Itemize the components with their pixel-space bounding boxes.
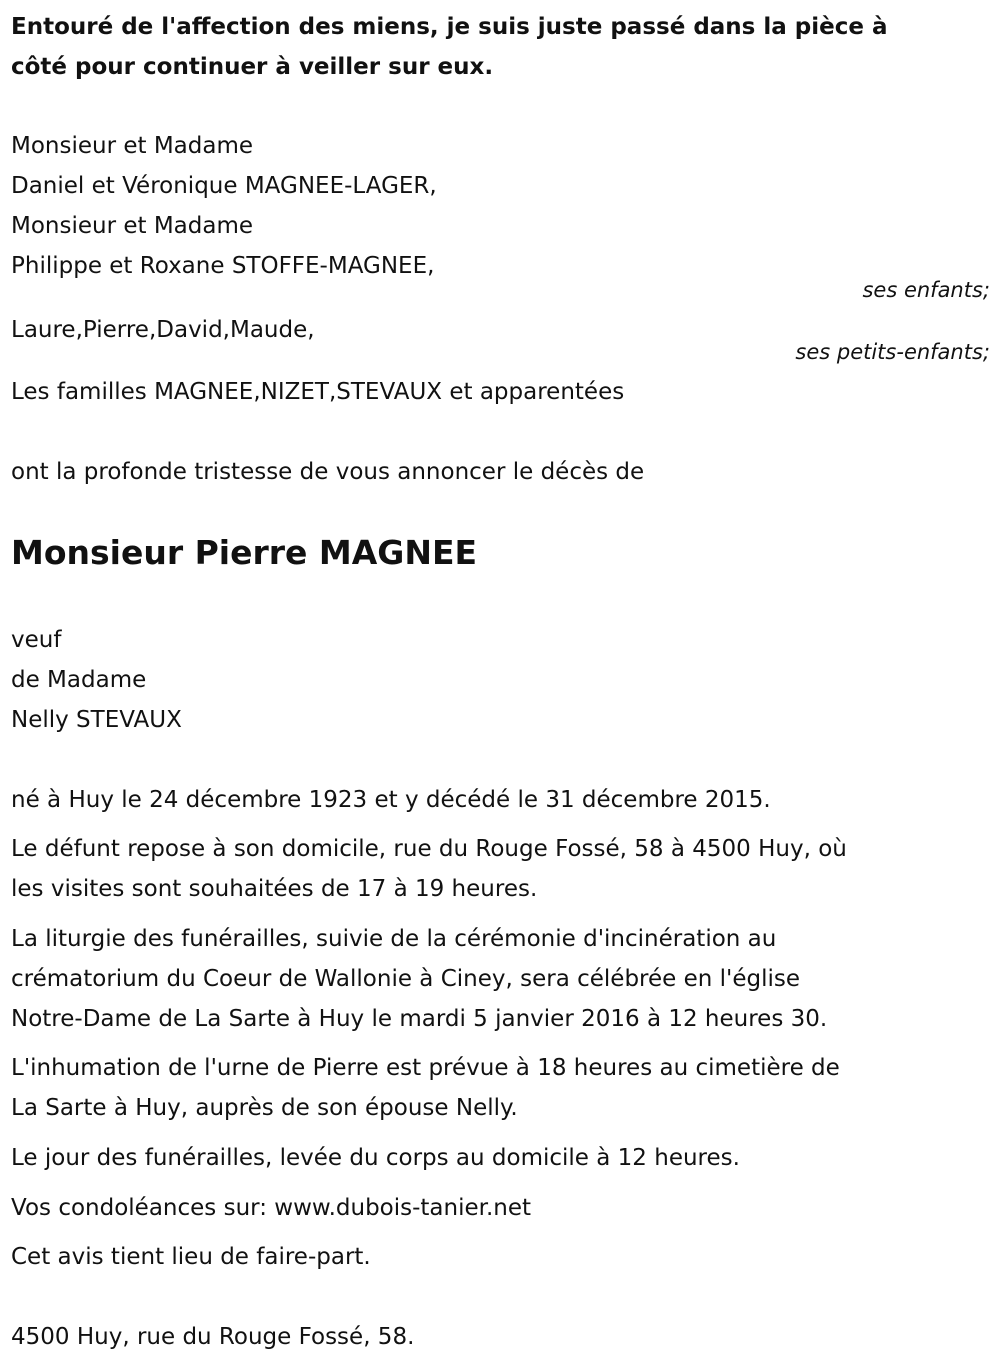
announcement: ont la profonde tristesse de vous annoncer le décès de <box>11 459 645 485</box>
family-line: Philippe et Roxane STOFFE-MAGNEE, <box>11 253 435 279</box>
children-label: ses enfants; <box>862 278 990 302</box>
family-line: Monsieur et Madame <box>11 133 254 159</box>
grandchildren: Laure,Pierre,David,Maude, <box>11 317 315 343</box>
visitation: Le défunt repose à son domicile, rue du Rouge Fossé, 58 à 4500 Huy, où <box>11 836 847 862</box>
liturgy: La liturgie des funérailles, suivie de la cérémonie d'incinération au <box>11 926 777 952</box>
spouse-line: Nelly STEVAUX <box>11 707 182 733</box>
birth-death: né à Huy le 24 décembre 1923 et y décédé le 31 décembre 2015. <box>11 787 771 813</box>
epigraph-line: Entouré de l'affection des miens, je suis juste passé dans la pièce à <box>11 14 888 40</box>
family-line: Daniel et Véronique MAGNEE-LAGER, <box>11 173 437 199</box>
burial: La Sarte à Huy, auprès de son épouse Nelly. <box>11 1095 518 1121</box>
spouse-line: de Madame <box>11 667 147 693</box>
visitation: les visites sont souhaitées de 17 à 19 heures. <box>11 876 538 902</box>
grandchildren-label: ses petits-enfants; <box>795 340 990 364</box>
address: 4500 Huy, rue du Rouge Fossé, 58. <box>11 1324 415 1350</box>
condolences: Vos condoléances sur: www.dubois-tanier.net <box>11 1195 532 1221</box>
families: Les familles MAGNEE,NIZET,STEVAUX et apparentées <box>11 379 625 405</box>
family-line: Monsieur et Madame <box>11 213 254 239</box>
liturgy: Notre-Dame de La Sarte à Huy le mardi 5 janvier 2016 à 12 heures 30. <box>11 1006 828 1032</box>
epigraph-line: côté pour continuer à veiller sur eux. <box>11 54 494 80</box>
deceased-name: Monsieur Pierre MAGNEE <box>11 533 478 572</box>
procession: Le jour des funérailles, levée du corps au domicile à 12 heures. <box>11 1145 740 1171</box>
notice-statement: Cet avis tient lieu de faire-part. <box>11 1244 371 1270</box>
liturgy: crématorium du Coeur de Wallonie à Ciney, sera célébrée en l'église <box>11 966 801 992</box>
burial: L'inhumation de l'urne de Pierre est prévue à 18 heures au cimetière de <box>11 1055 840 1081</box>
spouse-line: veuf <box>11 627 62 653</box>
